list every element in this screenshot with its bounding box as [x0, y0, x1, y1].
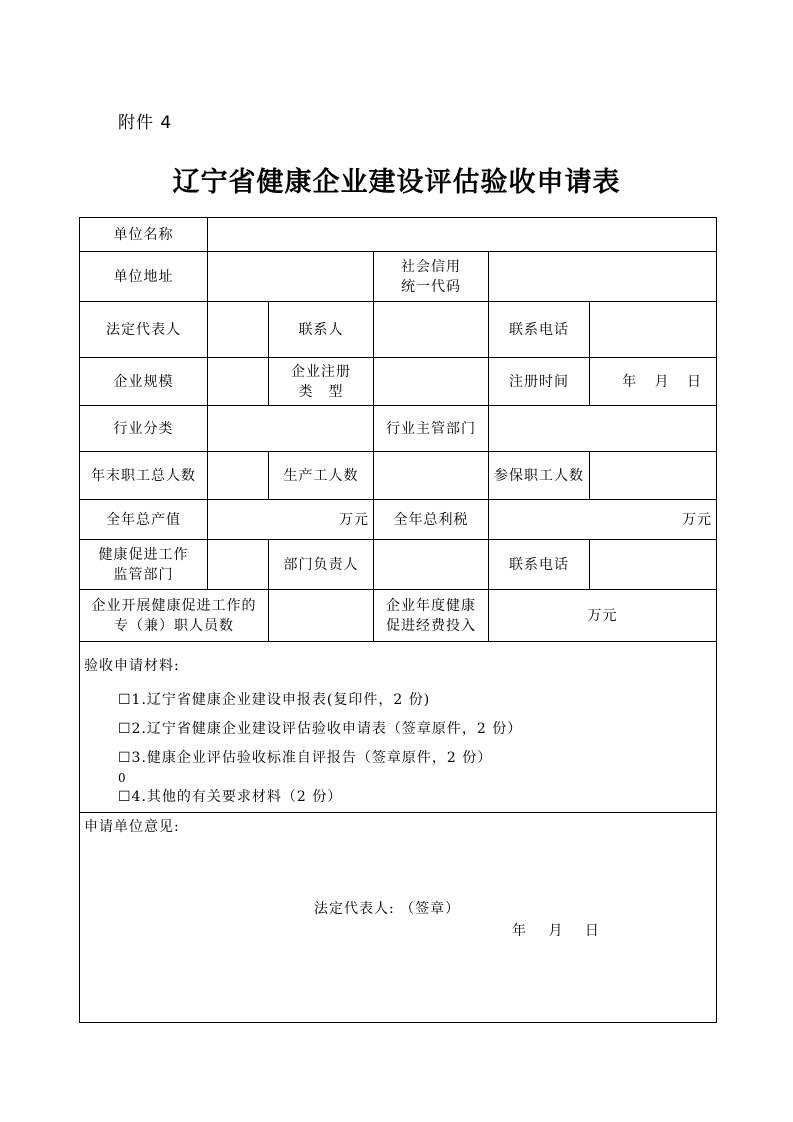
contact-label: 联系人 [269, 302, 374, 358]
opinion-section[interactable] [80, 813, 717, 1023]
credit-code-field[interactable] [489, 252, 717, 302]
phone2-label: 联系电话 [489, 540, 590, 590]
staff-count-field[interactable] [269, 590, 374, 642]
funding-label [374, 590, 489, 642]
unit-name-field[interactable] [208, 218, 717, 252]
unit-address-label: 单位地址 [80, 252, 208, 302]
application-form-table [79, 217, 717, 1023]
reg-type-label [269, 358, 374, 406]
annual-profit-label: 全年总利税 [374, 500, 489, 540]
industry-dept-field[interactable] [489, 406, 717, 452]
funding-label-line2: 促进经费投入 [386, 617, 476, 634]
phone2-field[interactable] [590, 540, 717, 590]
year-end-staff-field[interactable] [208, 452, 269, 500]
signature-date: 年 月 日 [512, 923, 600, 939]
credit-code-label-line2: 统一代码 [401, 278, 461, 295]
production-workers-label: 生产工人数 [269, 452, 374, 500]
reg-time-field[interactable]: 年 月 日 [590, 358, 717, 406]
year-end-staff-label: 年末职工总人数 [80, 452, 208, 500]
credit-code-label [374, 252, 489, 302]
staff-count-label-line1: 企业开展健康促进工作的 [91, 597, 257, 614]
supervisor-label-line1: 健康促进工作 [98, 546, 189, 563]
phone-field[interactable] [590, 302, 717, 358]
annual-output-field[interactable]: 万元 [208, 500, 374, 540]
opinion-heading: 申请单位意见: [84, 819, 180, 835]
funding-field[interactable]: 万元 [489, 590, 717, 642]
reg-time-label: 注册时间 [489, 358, 590, 406]
dept-head-label: 部门负责人 [269, 540, 374, 590]
legal-rep-signature: 法定代表人: （签章） [314, 901, 461, 917]
legal-rep-field[interactable] [208, 302, 269, 358]
form-title: 辽宁省健康企业建设评估验收申请表 [172, 167, 621, 198]
unit-address-field[interactable] [208, 252, 374, 302]
material-item-2[interactable]: ☐2.辽宁省健康企业建设评估验收申请表（签章原件，2 份） [118, 721, 523, 737]
insured-staff-field[interactable] [590, 452, 717, 500]
staff-count-label-line2: 专（兼）职人员数 [114, 617, 234, 634]
reg-type-field[interactable] [374, 358, 489, 406]
material-item-1[interactable]: ☐1.辽宁省健康企业建设申报表(复印件，2 份) [118, 692, 431, 708]
scale-label: 企业规模 [80, 358, 208, 406]
staff-count-label [80, 590, 269, 642]
credit-code-label-line1: 社会信用 [401, 258, 461, 275]
reg-type-label-line1: 企业注册 [291, 363, 351, 380]
materials-section [80, 642, 717, 813]
material-item-4[interactable]: ☐4.其他的有关要求材料（2 份） [118, 789, 343, 805]
funding-label-line1: 企业年度健康 [386, 597, 476, 614]
production-workers-field[interactable] [374, 452, 489, 500]
stray-mark: 0 [118, 771, 127, 785]
legal-rep-label: 法定代表人 [80, 302, 208, 358]
supervisor-field[interactable] [208, 540, 269, 590]
unit-name-label: 单位名称 [80, 218, 208, 252]
supervisor-label-line2: 监管部门 [113, 566, 174, 583]
scale-field[interactable] [208, 358, 269, 406]
industry-field[interactable] [208, 406, 374, 452]
reg-type-label-line2: 类 型 [298, 383, 344, 400]
industry-label: 行业分类 [80, 406, 208, 452]
attachment-label: 附件 4 [118, 113, 173, 133]
insured-staff-label: 参保职工人数 [489, 452, 590, 500]
industry-dept-label: 行业主管部门 [374, 406, 489, 452]
dept-head-field[interactable] [374, 540, 489, 590]
phone-label: 联系电话 [489, 302, 590, 358]
material-item-3[interactable]: ☐3.健康企业评估验收标准自评报告（签章原件，2 份） [118, 750, 493, 766]
supervisor-label [80, 540, 208, 590]
annual-profit-field[interactable]: 万元 [489, 500, 717, 540]
annual-output-label: 全年总产值 [80, 500, 208, 540]
materials-heading: 验收申请材料: [84, 658, 180, 674]
contact-field[interactable] [374, 302, 489, 358]
